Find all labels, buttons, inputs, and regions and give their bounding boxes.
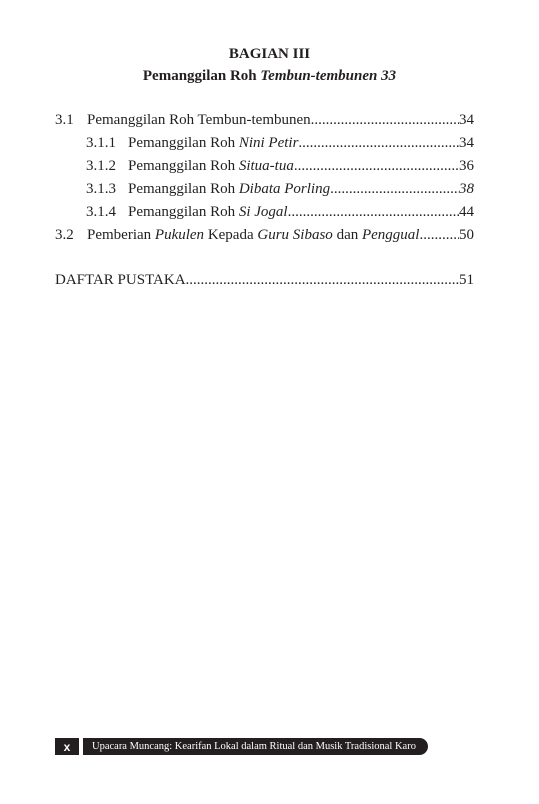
toc-leader-dots <box>419 225 459 245</box>
toc-leader-dots <box>294 156 459 176</box>
toc-title: Pemanggilan Roh Dibata Porling <box>128 181 331 197</box>
toc-title: Pemanggilan Roh Situa-tua <box>128 158 294 174</box>
toc-entry-3-1-3[interactable] <box>55 179 474 202</box>
toc-entry-bibliography[interactable] <box>55 270 474 293</box>
footer-book-title: Upacara Muncang: Kearifan Lokal dalam Ritual dan Musik Tradisional Karo <box>83 738 428 755</box>
toc-entry-3-1-2[interactable] <box>55 156 474 179</box>
toc-entry-3-1-4[interactable] <box>55 202 474 225</box>
section-heading: BAGIAN III <box>228 46 311 62</box>
toc-number: 3.1.3 <box>86 181 116 197</box>
toc-leader-dots <box>311 110 459 130</box>
toc-leader-dots <box>298 133 459 153</box>
toc-title: Pemberian Pukulen Kepada Guru Sibaso dan Penggual <box>87 227 420 243</box>
toc-title: Pemanggilan Roh Nini Petir <box>128 135 299 151</box>
toc-page: 34 <box>459 135 474 151</box>
toc-page: 50 <box>459 227 474 243</box>
toc-number: 3.1.1 <box>86 135 116 151</box>
section-subtitle-plain: Pemanggilan Roh <box>142 68 261 84</box>
toc-leader-dots <box>330 179 459 199</box>
toc-title: Pemanggilan Roh Si Jogal <box>128 204 288 220</box>
section-subtitle-italic: Tembun-tembunen 33 <box>260 68 397 84</box>
toc-page: 44 <box>459 204 474 220</box>
page-footer <box>55 738 428 755</box>
toc-page: 51 <box>459 272 474 288</box>
table-of-contents <box>55 110 474 293</box>
toc-page: 38 <box>459 181 474 197</box>
toc-entry-3-1[interactable] <box>55 110 474 133</box>
toc-number: 3.1.2 <box>86 158 116 174</box>
toc-entry-3-2[interactable] <box>55 225 474 248</box>
toc-page: 34 <box>459 112 474 128</box>
toc-number: 3.1 <box>55 112 74 128</box>
toc-page: 36 <box>459 158 474 174</box>
toc-entry-3-1-1[interactable] <box>55 133 474 156</box>
toc-leader-dots <box>288 202 459 222</box>
toc-leader-dots <box>186 270 459 290</box>
toc-title: Pemanggilan Roh Tembun-tembunen <box>87 112 311 128</box>
toc-title: DAFTAR PUSTAKA <box>55 272 186 288</box>
toc-number: 3.1.4 <box>86 204 116 220</box>
toc-number: 3.2 <box>55 227 74 243</box>
footer-page-number: x <box>55 738 79 755</box>
section-subtitle <box>0 66 539 86</box>
